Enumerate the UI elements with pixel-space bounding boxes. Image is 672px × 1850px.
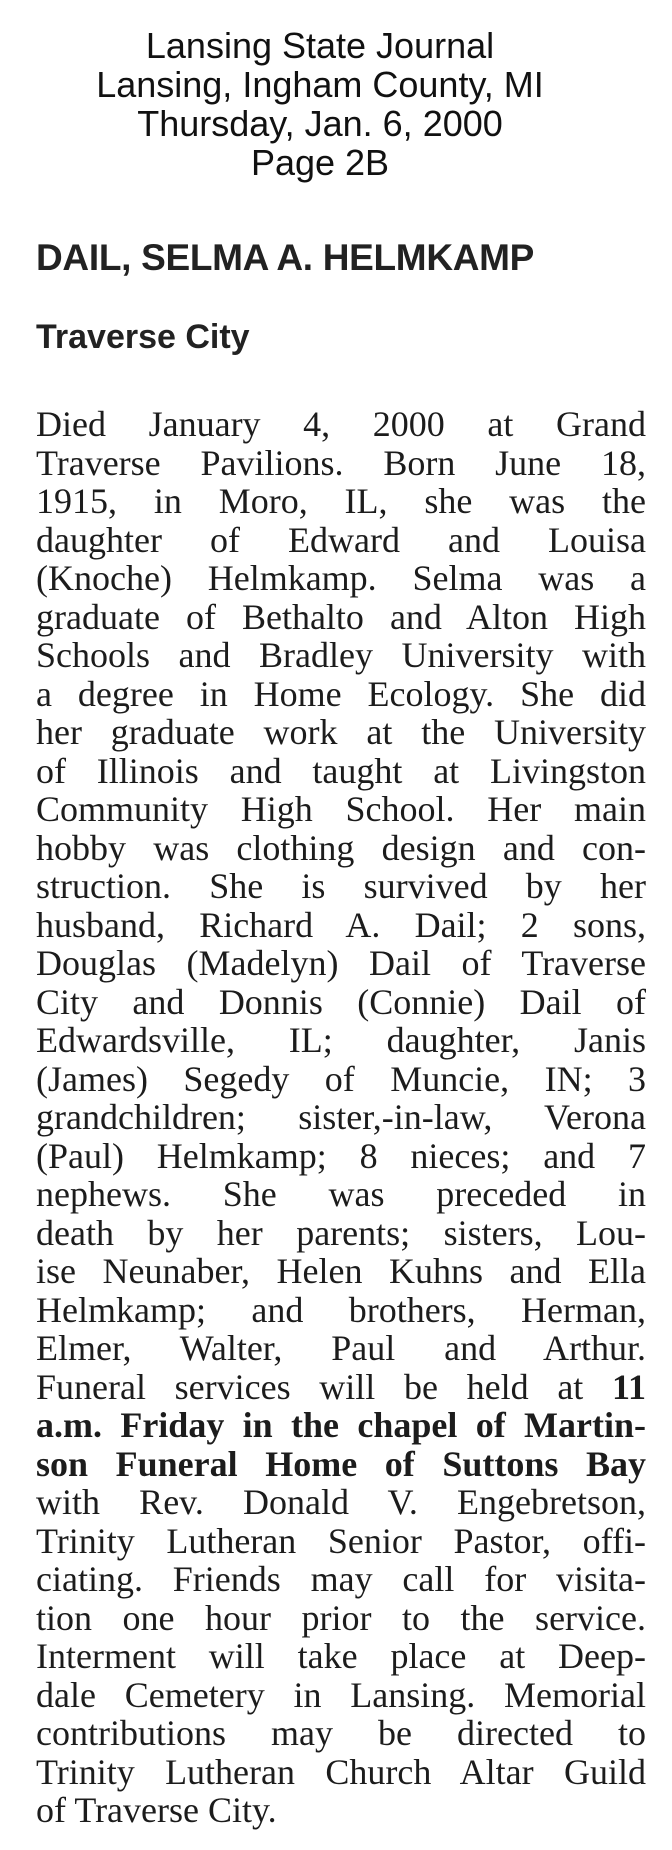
obituary-name: DAIL, SELMA A. HELMKAMP — [36, 237, 535, 278]
obituary-line: contributions may be directed to — [36, 1713, 646, 1753]
obituary-line: Trinity Lutheran Church Altar Guild — [36, 1751, 646, 1792]
newspaper-place: Lansing, Ingham County, MI — [96, 64, 544, 105]
obituary-line: death by her parents; sisters, Lou- — [36, 1212, 646, 1253]
publication-date: Thursday, Jan. 6, 2000 — [137, 103, 503, 144]
obituary-line: ciating. Friends may call for visita- — [36, 1559, 646, 1599]
obituary-line: Died January 4, 2000 at Grand — [36, 404, 646, 444]
newspaper-name: Lansing State Journal — [145, 25, 495, 66]
obituary-line: husband, Richard A. Dail; 2 sons, — [36, 904, 646, 945]
obituary-line: City and Donnis (Connie) Dail of — [36, 981, 646, 1022]
obituary-line: Traverse Pavilions. Born June 18, — [36, 442, 646, 483]
obituary-line: dale Cemetery in Lansing. Memorial — [36, 1674, 646, 1715]
obituary-line: Community High School. Her main — [36, 789, 646, 829]
obituary-line: Schools and Bradley University with — [36, 635, 646, 675]
obituary-line: graduate of Bethalto and Alton High — [36, 596, 646, 637]
obituary-body — [36, 405, 646, 1830]
obituary-line: nephews. She was preceded in — [36, 1174, 646, 1214]
page-number: Page 2B — [250, 142, 390, 183]
obituary-line: grandchildren; sister,-in-law, Verona — [36, 1097, 646, 1137]
obituary-line: 1915, in Moro, IL, she was the — [36, 481, 646, 521]
newspaper-citation — [0, 26, 640, 182]
obituary-line: tion one hour prior to the service. — [36, 1597, 646, 1638]
obituary-line: ise Neunaber, Helen Kuhns and Ella — [36, 1251, 646, 1291]
obituary-line-text: Funeral services will be held at — [36, 1366, 584, 1407]
obituary-line: Elmer, Walter, Paul and Arthur. — [36, 1328, 646, 1368]
obituary-line: Interment will take place at Deep- — [36, 1636, 646, 1676]
obituary-line: hobby was clothing design and con- — [36, 827, 646, 868]
obituary-line: a degree in Home Ecology. She did — [36, 673, 646, 714]
obituary-line-funeral — [36, 1368, 646, 1407]
obituary-line: Helmkamp; and brothers, Herman, — [36, 1289, 646, 1330]
obituary-line: daughter of Edward and Louisa — [36, 519, 646, 560]
obituary-line: (Knoche) Helmkamp. Selma was a — [36, 558, 646, 598]
obituary-line: of Illinois and taught at Livingston — [36, 750, 646, 791]
obituary-line-bold: son Funeral Home of Suttons Bay — [36, 1443, 646, 1484]
obituary-line: of Traverse City. — [36, 1790, 277, 1830]
obituary-line: Douglas (Madelyn) Dail of Traverse — [36, 943, 646, 983]
obituary-line: (James) Segedy of Muncie, IN; 3 — [36, 1058, 646, 1099]
funeral-time-hour: 11 — [611, 1366, 646, 1407]
obituary-location: Traverse City — [36, 318, 250, 356]
obituary-line: struction. She is survived by her — [36, 866, 646, 906]
obituary-line: her graduate work at the University — [36, 712, 646, 752]
obituary-line-bold: a.m. Friday in the chapel of Martin- — [36, 1405, 646, 1445]
obituary-line: Trinity Lutheran Senior Pastor, offi- — [36, 1520, 646, 1561]
obituary-line: (Paul) Helmkamp; 8 nieces; and 7 — [36, 1135, 646, 1176]
obituary-line: Edwardsville, IL; daughter, Janis — [36, 1020, 646, 1060]
obituary-line: with Rev. Donald V. Engebretson, — [36, 1482, 646, 1522]
